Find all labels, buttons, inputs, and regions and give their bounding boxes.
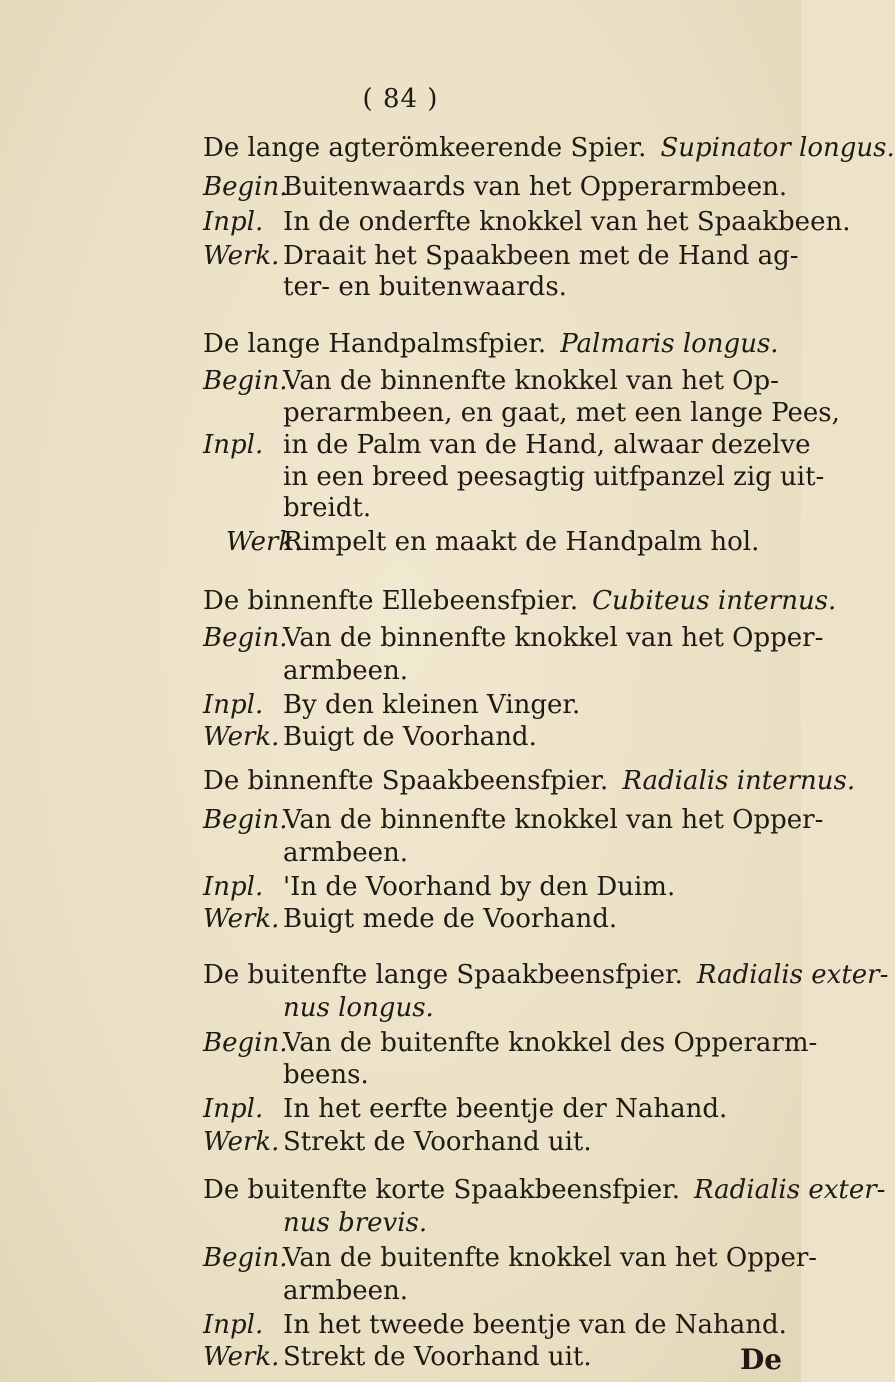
inpl-label: Inpl. (203, 690, 264, 720)
entry-6-begin (203, 1243, 817, 1273)
entry-2-heading (203, 329, 779, 359)
begin-label: Begin. (203, 623, 288, 653)
begin-label: Begin. (203, 1028, 288, 1058)
begin-label: Begin. (203, 366, 288, 396)
entry-3-inpl (203, 690, 580, 720)
entry-4-werk (203, 904, 617, 934)
entry-2-title: De lange Handpalmsfpier. (203, 329, 547, 359)
entry-4-latin: Radialis internus. (622, 766, 856, 796)
werk-label: Werk. (203, 1342, 280, 1372)
entry-4-title: De binnenfte Spaakbeensfpier. (203, 766, 609, 796)
begin-continuation: armbeen. (283, 1276, 409, 1306)
entry-2-begin (203, 366, 779, 396)
inpl-text: By den kleinen Vinger. (283, 690, 581, 720)
inpl-label: Inpl. (203, 872, 264, 902)
werk-label: Werk. (226, 527, 303, 557)
page-number: ( 84 ) (362, 84, 439, 114)
entry-1-werk (203, 241, 799, 271)
entry-6-heading (203, 1175, 885, 1205)
werk-text: Strekt de Voorhand uit. (283, 1342, 592, 1372)
entry-2-inpl (203, 430, 811, 460)
entry-4-begin (203, 805, 823, 835)
werk-text: Draait het Spaakbeen met de Hand ag- (283, 241, 799, 271)
entry-4-heading (203, 766, 855, 796)
werk-label: Werk. (203, 722, 280, 752)
entry-2-werk (226, 527, 759, 557)
entry-1-heading (203, 133, 895, 163)
begin-continuation: armbeen. (283, 838, 409, 868)
werk-label: Werk. (203, 904, 280, 934)
inpl-label: Inpl. (203, 1310, 264, 1340)
inpl-label: Inpl. (203, 207, 264, 237)
begin-text: Van de binnenfte knokkel van het Opper- (283, 623, 824, 653)
entry-3-begin (203, 623, 823, 653)
entry-5-werk (203, 1127, 592, 1157)
entry-3-werk (203, 722, 537, 752)
entry-4-inpl (203, 872, 675, 902)
entry-6-werk (203, 1342, 592, 1372)
entry-5-latin-continuation: nus longus. (283, 993, 434, 1023)
entry-2-latin: Palmaris longus. (560, 329, 779, 359)
begin-label: Begin. (203, 172, 288, 202)
entry-1-latin: Supinator longus. (660, 133, 895, 163)
entry-1-title: De lange agterömkeerende Spier. (203, 133, 647, 163)
begin-label: Begin. (203, 805, 288, 835)
begin-text: Van de buitenfte knokkel van het Opper- (283, 1243, 818, 1273)
entry-5-title: De buitenfte lange Spaakbeensfpier. (203, 960, 683, 990)
begin-continuation: beens. (283, 1060, 369, 1090)
entry-3-heading (203, 586, 836, 616)
werk-label: Werk. (203, 1127, 280, 1157)
entry-6-inpl (203, 1310, 787, 1340)
begin-text: Buitenwaards van het Opperarmbeen. (283, 172, 788, 202)
begin-continuation: armbeen. (283, 656, 409, 686)
entry-5-latin: Radialis exter- (696, 960, 889, 990)
inpl-continuation: breidt. (283, 493, 372, 523)
entry-6-latin-continuation: nus brevis. (283, 1208, 428, 1238)
inpl-label: Inpl. (203, 1094, 264, 1124)
entry-5-inpl (203, 1094, 727, 1124)
entry-6-latin: Radialis exter- (693, 1175, 886, 1205)
werk-label: Werk. (203, 241, 280, 271)
inpl-text: In de onderfte knokkel van het Spaakbeen. (283, 207, 851, 237)
entry-3-title: De binnenfte Ellebeensfpier. (203, 586, 579, 616)
werk-text: Buigt mede de Voorhand. (283, 904, 618, 934)
werk-text: Rimpelt en maakt de Handpalm hol. (283, 527, 760, 557)
werk-text: Buigt de Voorhand. (283, 722, 537, 752)
inpl-text: 'In de Voorhand by den Duim. (283, 872, 676, 902)
begin-text: Van de binnenfte knokkel van het Opper- (283, 805, 824, 835)
entry-3-latin: Cubiteus internus. (592, 586, 837, 616)
begin-label: Begin. (203, 1243, 288, 1273)
begin-text: Van de binnenfte knokkel van het Op- (283, 366, 779, 396)
werk-text: Strekt de Voorhand uit. (283, 1127, 592, 1157)
werk-continuation: ter- en buitenwaards. (283, 272, 567, 302)
entry-6-title: De buitenfte korte Spaakbeensfpier. (203, 1175, 680, 1205)
inpl-text: in de Palm van de Hand, alwaar dezelve (283, 430, 811, 460)
entry-1-inpl (203, 207, 850, 237)
inpl-text: In het tweede beentje van de Nahand. (283, 1310, 787, 1340)
entry-1-begin (203, 172, 787, 202)
begin-continuation: perarmbeen, en gaat, met een lange Pees, (283, 398, 840, 428)
inpl-text: In het eerfte beentje der Nahand. (283, 1094, 728, 1124)
entry-5-begin (203, 1028, 817, 1058)
inpl-continuation: in een breed peesagtig uitfpanzel zig uit- (283, 462, 825, 492)
catchword: De (740, 1343, 783, 1376)
entry-5-heading (203, 960, 888, 990)
inpl-label: Inpl. (203, 430, 264, 460)
begin-text: Van de buitenfte knokkel des Opperarm- (283, 1028, 818, 1058)
